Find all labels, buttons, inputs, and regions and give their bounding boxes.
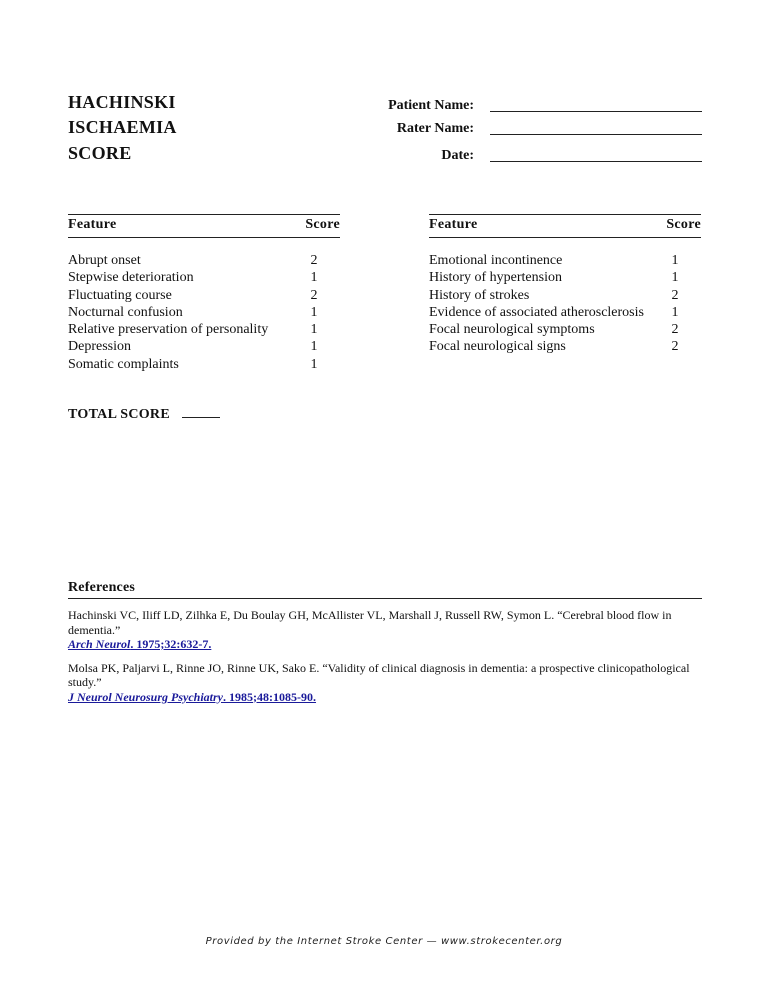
feature-table-right (429, 214, 701, 356)
title-line-1: HACHINSKI (68, 92, 176, 112)
page-title (68, 90, 177, 166)
row-score: 2 (671, 339, 679, 355)
row-score: 1 (310, 270, 318, 286)
patient-name-field[interactable] (330, 94, 702, 114)
references-section (68, 580, 702, 704)
row-feature: History of hypertension (429, 270, 562, 286)
table-row (429, 304, 701, 321)
rater-name-label: Rater Name: (396, 121, 474, 136)
feature-table-left (68, 214, 340, 373)
reference-citation: . 1985;48:1085-90. (223, 689, 317, 704)
reference-text: Hachinski VC, Iliff LD, Zilhka E, Du Boulay GH, McAllister VL, Marshall J, Russell RW, Symon L. “Cerebral blood flow in dementia.” (68, 608, 672, 637)
total-score-blank[interactable] (182, 405, 220, 418)
row-feature: Stepwise deterioration (68, 270, 194, 286)
rater-name-field[interactable] (330, 117, 702, 137)
row-feature: Abrupt onset (68, 253, 141, 268)
row-feature: Depression (68, 339, 131, 355)
row-feature: Focal neurological signs (429, 339, 566, 355)
table-header (429, 214, 701, 238)
table-row (429, 338, 701, 355)
row-score: 1 (671, 304, 679, 320)
row-score: 2 (310, 253, 318, 268)
row-feature: Evidence of associated atherosclerosis (429, 304, 644, 320)
reference-item (68, 608, 702, 652)
row-feature: Nocturnal confusion (68, 304, 183, 320)
rater-name-line[interactable] (490, 134, 702, 135)
table-row (68, 287, 340, 304)
row-feature: Fluctuating course (68, 287, 172, 303)
row-score: 1 (310, 322, 318, 338)
row-score: 1 (671, 270, 679, 286)
row-score: 1 (671, 253, 679, 268)
row-feature: Relative preservation of personality (68, 322, 269, 338)
patient-name-label: Patient Name: (388, 98, 474, 113)
date-label: Date: (441, 148, 474, 163)
table-header (68, 214, 340, 238)
row-score: 2 (671, 287, 679, 303)
title-line-3: SCORE (68, 143, 132, 163)
row-score: 1 (310, 356, 318, 372)
table-row (429, 321, 701, 338)
row-score: 2 (310, 287, 318, 303)
row-feature: Emotional incontinence (429, 253, 563, 268)
page-footer: Provided by the Internet Stroke Center — www.strokecenter.org (205, 936, 563, 947)
table-row (429, 269, 701, 286)
total-score-label: TOTAL SCORE (68, 407, 170, 422)
total-score (68, 405, 220, 423)
reference-journal: J Neurol Neurosurg Psychiatry (68, 689, 224, 704)
row-feature: Focal neurological symptoms (429, 322, 595, 338)
reference-citation: . 1975;32:632-7. (130, 637, 212, 651)
row-feature: Somatic complaints (68, 356, 179, 372)
reference-item (68, 661, 702, 705)
table-row (429, 287, 701, 304)
patient-name-line[interactable] (490, 111, 702, 112)
title-line-2: ISCHAEMIA (68, 116, 177, 137)
reference-link[interactable] (68, 637, 702, 652)
header-score: Score (666, 217, 701, 232)
header-feature: Feature (68, 217, 117, 232)
table-row (68, 338, 340, 355)
reference-link[interactable] (68, 690, 702, 705)
reference-text: Molsa PK, Paljarvi L, Rinne JO, Rinne UK, Sako E. “Validity of clinical diagnosis in dementia: a prospective clinicopathological study.” (68, 660, 690, 689)
date-line[interactable] (490, 161, 702, 162)
date-field[interactable] (330, 144, 702, 164)
table-row (68, 252, 340, 269)
row-score: 2 (671, 322, 679, 338)
row-score: 1 (310, 304, 318, 320)
row-feature: History of strokes (429, 287, 530, 303)
table-row (68, 304, 340, 321)
table-row (68, 356, 340, 373)
row-score: 1 (310, 339, 318, 355)
table-row (68, 269, 340, 286)
table-row (68, 321, 340, 338)
header-score: Score (305, 217, 340, 232)
header-feature: Feature (429, 217, 478, 232)
table-row (429, 252, 701, 269)
reference-journal: Arch Neurol (68, 637, 131, 651)
references-heading: References (68, 580, 702, 599)
